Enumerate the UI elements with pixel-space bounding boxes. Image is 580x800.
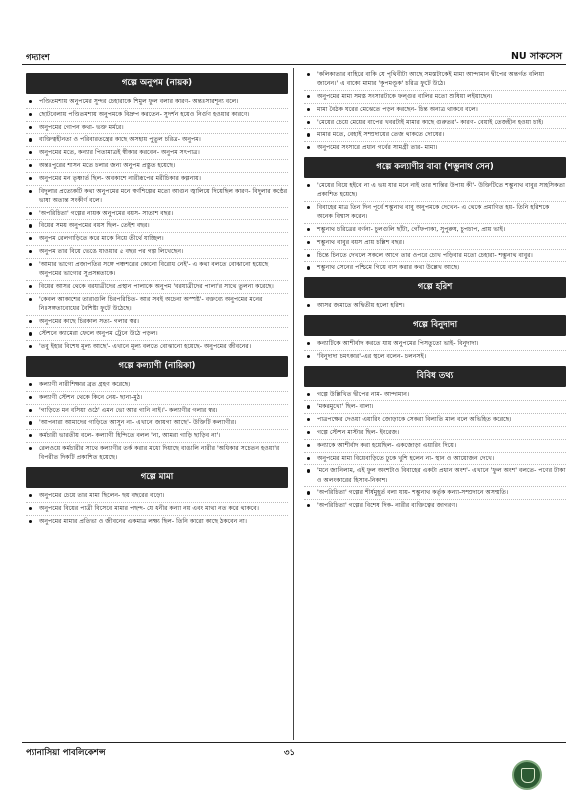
- document-page: [22, 50, 566, 762]
- list-item: 'মেয়ের চেয়ে মেয়ের বাপের খবরটাই মামার কাছে গুরুতর'- কারণ- বেয়াই তেজহীন হওয়া চাই।: [304, 118, 566, 130]
- list-item: স্টেশনে ক্যামেরা ফেলে অনুপম ট্রেনে উঠে পড়ল।: [26, 329, 288, 341]
- list-item: 'মেয়ের বিয়ে হইবে না এ ভয় যার মনে নাই তার শান্তির উপায় কী'- উক্তিটিতে শম্ভুনাথ বাবুর সাহসিকতা প্রকাশিত হয়েছে।: [304, 181, 566, 202]
- list-item: কর্মচারী ভারতীয় বলে- কল্যাণী হিন্দিতে বলল 'না, আমরা গাড়ি ছাড়িব না'।: [26, 431, 288, 443]
- bullet-list: [304, 301, 566, 312]
- watermark-logo-icon: [512, 760, 542, 790]
- list-item: কন্যাটিকে আশীর্বাদ করতে যায় অনুপমের পিসতুতো ভাই- বিনুদাদা।: [304, 339, 566, 351]
- list-item: অনুপম তার বিয়ে ভেঙে যাওয়ার ৫ বছর পর গল্প লিখেছেন।: [26, 247, 288, 259]
- section-heading: গল্পে মামা: [26, 467, 288, 488]
- list-item: শম্ভুনাথ সেনের পশ্চিমে গিয়ে বাস করার কথা উল্লেখ আছে।: [304, 263, 566, 274]
- list-item: অনুপমের কাছে চিরকাল সত্য- গলার স্বর।: [26, 317, 288, 329]
- list-item: অনুপমের মতে, কন্যার পিতামাত্রই স্বীকার করবেন- অনুপম সৎপাত্র।: [26, 148, 288, 160]
- list-item: অনুপমের বিয়ের পাত্রী বিসেবে মামার পছন্দ- যে ধনীর কন্যা নয় এবং মাথা নত করে থাকবে।: [26, 504, 288, 516]
- list-item: পাত্রপক্ষের দেওয়া এয়ারিং জোড়াকে সেকরা বিলাতি মাল বলে অভিহিত করেছে।: [304, 415, 566, 427]
- list-item: বিয়ের সময় অনুপমের বয়স ছিল- তেইশ বছর।: [26, 221, 288, 233]
- list-item: 'মকরমুখো' ছিল- বালা।: [304, 402, 566, 414]
- page-header: [22, 50, 566, 65]
- page-number: ৩১: [284, 748, 296, 758]
- header-section-label: গদ্যাংশ: [26, 53, 50, 63]
- bullet-list: [304, 70, 566, 154]
- list-item: গল্পে স্টেশন মাস্টার ছিল- ইংরেজ।: [304, 428, 566, 440]
- bullet-list: [26, 491, 288, 527]
- list-item: 'আমার ভাগ্যে প্রজাপতির সঙ্গে পঞ্চশরের কোনো বিরোধ নেই'- এ কথা বলতে বোঝানো হয়েছে অনুপমের ভাগ্যের সুপ্রসন্নতাকে।: [26, 260, 288, 281]
- list-item: আসর জমাতে অদ্বিতীয় হলো হরিশ।: [304, 301, 566, 312]
- list-item: শম্ভুনাথ বাবুর বয়স প্রায় চল্লিশ বছর।: [304, 238, 566, 250]
- section-heading: বিবিধ তথ্য: [304, 366, 566, 387]
- list-item: 'অপরিচিতা' গল্পের নায়ক অনুপমের বয়স- সাতাশ বছর।: [26, 209, 288, 221]
- list-item: গল্পে উল্লিখিত দ্বীপের নাম- আন্দামান।: [304, 390, 566, 402]
- list-item: বিয়ের আসর থেকে বরযাত্রীদের প্রস্থান পালাকে অনুপম 'বরযাত্রীদের পালা'র সাথে তুলনা করেছে।: [26, 282, 288, 294]
- list-item: চিন্তে চিনতে দেখলে সকলে আগে তার ওপরে চোখ পড়িবার মতো চেহারা- শম্ভুনাথ বাবুর।: [304, 251, 566, 263]
- section-heading: গল্পে বিনুদাদা: [304, 315, 566, 336]
- list-item: ব্যক্তিত্বহীনতা ও পরিবারতন্ত্রের কাছে অসহায় পুতুল চরিত্র- অনুপম।: [26, 135, 288, 147]
- list-item: অন্তঃপুরের শাসন মতে চলার জন্য অনুপম প্রস্তুত হয়েছে।: [26, 161, 288, 173]
- list-item: 'অপরিচিতা' গল্পের শীর্ষমুহূর্ত বলা যায়- শম্ভুনাথ কর্তৃক কন্যা-সম্প্রদানে অসম্মতি।: [304, 488, 566, 500]
- list-item: মামা বৈঠক ঘরের মেঝেতে পড়ন করছেন- চিন্ত অন্যত্র থাকবে বলে।: [304, 105, 566, 117]
- bullet-list: [26, 380, 288, 464]
- list-item: অনুপমের মামা বিয়েবাড়িতে ঢুকে খুশি হলেন না- স্থান ও আয়োজন দেখে।: [304, 454, 566, 466]
- left-column: [26, 70, 288, 528]
- publisher-name: প্যানাসিয়া পাবলিকেশন্স: [26, 748, 106, 758]
- list-item: 'গাড়িতে মন বসিয়া ওঠে' এমন ভো আর গানি নাই।'- কল্যাণীর গলার স্বর।: [26, 406, 288, 418]
- list-item: অনুপমের গোপন কথা- ভক্ত মর্মরে।: [26, 123, 288, 135]
- list-item: মামার মতে, বেহাই সম্প্রদায়ের তেজ থাকতে দোষের।: [304, 130, 566, 142]
- list-item: পণ্ডিতমশায় অনুপমের সুন্দর চেহারাকে শিমুল ফুল বলার কারণ- অন্তঃসারশূন্য বলে।: [26, 97, 288, 109]
- list-item: শম্ভুনাথ চরিত্রের বর্ণনা- চুলগুলি ছাঁটা, গোঁফপাকা, সুপুরুষ, চুপচাপ, প্রায় ভাই।: [304, 225, 566, 237]
- list-item: কল্যাণী নারীশিক্ষার ব্রত গ্রহণ করেছে।: [26, 380, 288, 392]
- page-footer: [22, 742, 566, 759]
- section-heading: গল্পে কল্যাণী (নায়িকা): [26, 356, 288, 377]
- list-item: 'বিনুদাদা চমৎকার'-এর স্থলে বলেন- চলনসই।: [304, 352, 566, 363]
- list-item: অনুপম রেলগাড়িতে করে মাকে নিয়ে তীর্থে যাচ্ছিল।: [26, 234, 288, 246]
- list-item: অনুপমের মন তৃষ্ণার্ত ছিল- অবকাশে নারীরূপের মরীচিকার কল্পনায়।: [26, 174, 288, 186]
- header-brand: NU সাকসেস: [510, 51, 562, 62]
- list-item: বিবাহের মাত্র তিন দিন পূর্বে শম্ভুনাথ বাবু অনুপমকে দেখেন- এ থেকে প্রমাণিত হয়- তিনি হরিশকে অনেক বিশ্বাস করেন।: [304, 203, 566, 224]
- list-item: 'মনে জানিলাম, এই ফুল অংশটাও বিবাহের একটা প্রধান অংশ'- এখানে 'ফুল অংশ' বলতে- পণের টাকা ও অলংকারের হিসাব-নিকাশ।: [304, 466, 566, 487]
- section-heading: গল্পে কল্যাণীর বাবা (শম্ভুনাথ সেন): [304, 157, 566, 178]
- list-item: বিদুলার প্রত্যেকটি কথা অনুপমের মনে স্বর্ণশিল্পের মতো আগুন জ্বালিয়ে দিয়েছিল কারণ- বিদুলার কণ্ঠের ভাষা অত্যন্ত সংকীর্ণ বলে।: [26, 187, 288, 208]
- list-item: ছোটবেলায় পণ্ডিতমশায় অনুপমকে বিদ্রুপ করতেন- সুদর্শন হয়েও নির্গুণ হওয়ার কারণে।: [26, 110, 288, 122]
- list-item: কল্যাণী স্টেশন থেকে কিনে নেয়- ছানা-মুঠ।: [26, 393, 288, 405]
- list-item: কন্যাকে আশীর্বাদ করা হয়েছিল- একজোড়া এয়ারিং দিয়ে।: [304, 441, 566, 453]
- section-heading: গল্পে হরিশ: [304, 277, 566, 298]
- right-column: [304, 70, 566, 513]
- list-item: 'আপনারা আমাদের গাড়িতে আসুন না- এখানে জায়গা আছে'- উক্তিটি কল্যাণীর।: [26, 418, 288, 430]
- list-item: 'কলিকাতার বাহিরে বাকি যে পৃথিবীটা আছে সমস্তটাকেই মামা আন্দামান দ্বীপের অন্তর্গত বলিয়া জানেন।' এ বাক্যে মামার 'কূপমণ্ডূক' চরিত্র ফুটে উঠে।: [304, 70, 566, 91]
- bullet-list: [304, 181, 566, 274]
- list-item: রেলওয়ে কর্মচারীর সাথে কল্যাণীর তর্ক করার মধ্যে দিয়াছে বাঙালি নারীর 'অধিকার সচেতন হওয়া'র বিপরীত দিকটি প্রকাশিত হয়েছে।: [26, 444, 288, 464]
- list-item: অনুপমের মামার প্রতিভা ও জীবনের একমাত্র লক্ষ্য ছিল- তিনি কারো কাছে ঠকবেন না।: [26, 517, 288, 528]
- list-item: অনুপমের সংসারে প্রধান গর্বের সামগ্রী তার- মামা।: [304, 143, 566, 154]
- list-item: অনুপমের মামা সমস্ত সংসারটাকে ফল্গুর বালির মতো শুষিয়া লইয়াছেন।: [304, 92, 566, 104]
- column-divider: [293, 68, 294, 740]
- bullet-list: [26, 97, 288, 353]
- list-item: 'কেবল আকাশের তারাগুলি চিরপরিচিত- আর সবই অচেনা অস্পষ্ট'- বক্তব্যে অনুপমের মনের নিঃসঙ্গতাবোধের বৈশিষ্ট্য ফুটে উঠেছে।: [26, 295, 288, 316]
- bullet-list: [304, 339, 566, 363]
- list-item: 'অপরিচিতা' গল্পের বিশেষ দিক- নারীর ব্যক্তিত্বের জাগরণ।: [304, 501, 566, 512]
- bullet-list: [304, 390, 566, 512]
- list-item: 'তবু ইহার বিশেষ মূল্য আছে'- এখানে মূল্য বলতে বোঝানো হয়েছে- অনুপমের জীবনের।: [26, 342, 288, 353]
- list-item: অনুপমের চেয়ে তার মামা ছিলেন- ছয় বছরের বড়ো।: [26, 491, 288, 503]
- section-heading: গল্পে অনুপম (নায়ক): [26, 73, 288, 94]
